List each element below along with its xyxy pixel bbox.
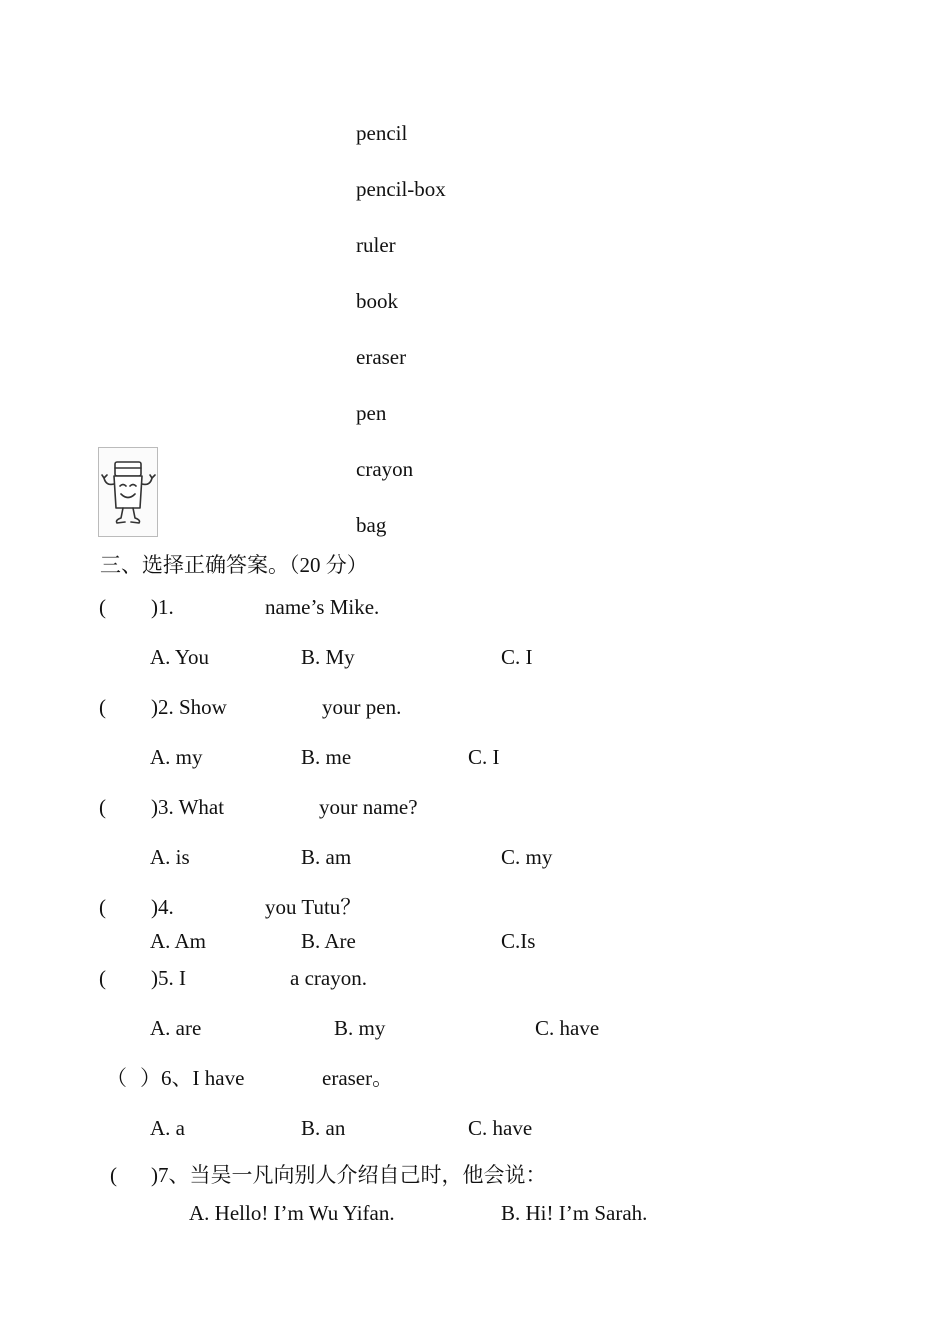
- answer-paren-open: (: [110, 1163, 117, 1187]
- option-b: B. an: [301, 1116, 346, 1140]
- option-c: C. I: [468, 745, 500, 769]
- word-pen: pen: [356, 401, 387, 425]
- option-a: A. is: [150, 845, 190, 869]
- eraser-mascot-icon: [99, 448, 157, 536]
- option-a: A. You: [150, 645, 209, 669]
- question-text: a crayon.: [290, 966, 367, 990]
- question-text: name’s Mike.: [265, 595, 380, 619]
- option-b: B. Are: [301, 929, 356, 953]
- option-a: A. Hello! I’m Wu Yifan.: [189, 1201, 395, 1225]
- option-c: C. have: [468, 1116, 533, 1140]
- option-a: A. my: [150, 745, 203, 769]
- option-b: B. my: [334, 1016, 386, 1040]
- option-c: C.Is: [501, 929, 536, 953]
- eraser-mascot-image: [98, 447, 158, 537]
- option-c: C. my: [501, 845, 553, 869]
- question-number: )2. Show: [151, 695, 227, 719]
- option-a: A. a: [150, 1116, 185, 1140]
- word-bag: bag: [356, 513, 387, 537]
- answer-paren-open: (: [99, 595, 106, 619]
- question-number: ）6、I have: [140, 1066, 245, 1090]
- option-b: B. am: [301, 845, 352, 869]
- question-number: )5. I: [151, 966, 186, 990]
- question-text: your pen.: [322, 695, 402, 719]
- option-a: A. Am: [150, 929, 207, 953]
- option-b: B. me: [301, 745, 352, 769]
- option-b: B. Hi! I’m Sarah.: [501, 1201, 648, 1225]
- question-number: )1.: [151, 595, 174, 619]
- question-text: you Tutu？: [265, 895, 362, 919]
- question-text: eraser。: [322, 1066, 394, 1090]
- question-number: )4.: [151, 895, 174, 919]
- answer-paren-open: (: [99, 695, 106, 719]
- section-title: 三、选择正确答案。（20 分）: [100, 553, 368, 577]
- word-eraser: eraser: [356, 345, 407, 369]
- option-c: C. have: [535, 1016, 600, 1040]
- answer-paren-open: (: [99, 895, 106, 919]
- word-ruler: ruler: [356, 233, 396, 257]
- answer-paren-open: (: [99, 795, 106, 819]
- option-a: A. are: [150, 1016, 202, 1040]
- word-pencil: pencil: [356, 121, 408, 145]
- question-number: )3. What: [151, 795, 225, 819]
- word-crayon: crayon: [356, 457, 414, 481]
- answer-paren-open: (: [99, 966, 106, 990]
- answer-paren-open: （: [106, 1066, 127, 1090]
- word-book: book: [356, 289, 398, 313]
- question-number: )7、当吴一凡向别人介绍自己时，他会说：: [151, 1163, 547, 1187]
- question-text: your name?: [319, 795, 418, 819]
- option-b: B. My: [301, 645, 355, 669]
- word-pencil-box: pencil-box: [356, 177, 446, 201]
- option-c: C. I: [501, 645, 533, 669]
